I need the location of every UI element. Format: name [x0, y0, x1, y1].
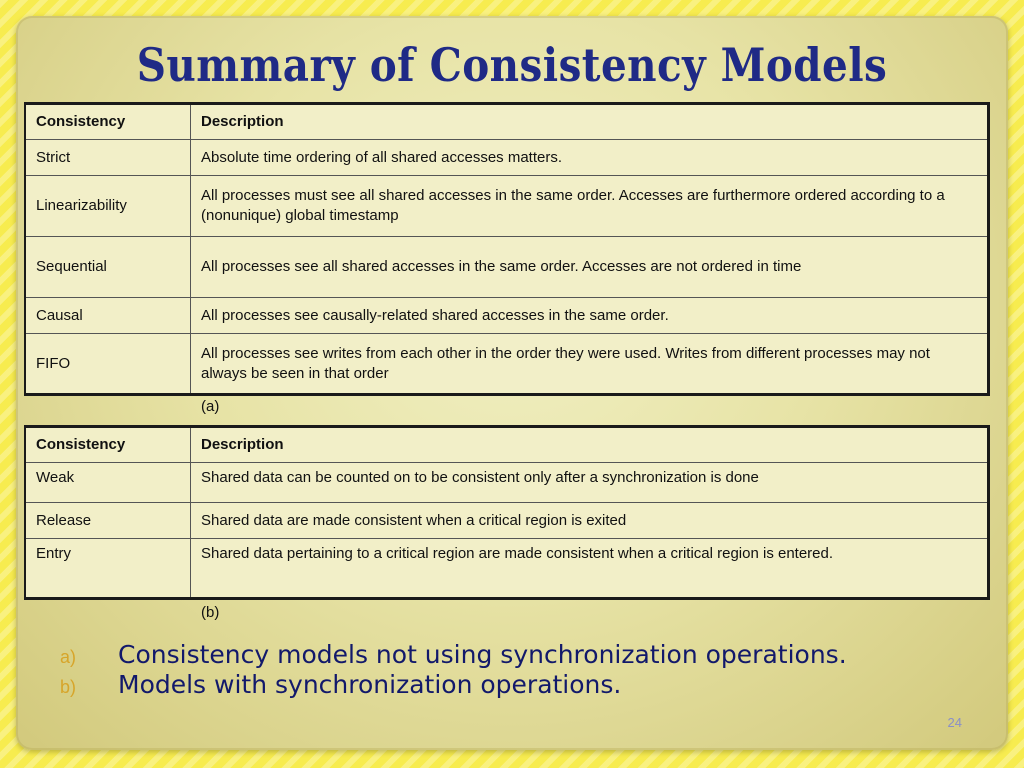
table-row [25, 140, 989, 176]
table-caption-b: (b) [201, 604, 220, 621]
table-row [25, 539, 989, 599]
consistency-table-a [24, 102, 990, 396]
model-description: All processes see causally-related shared accesses in the same order. [191, 298, 989, 334]
slide-title: Summary of Consistency Models [136, 38, 888, 92]
model-description: All processes must see all shared accesses in the same order. Accesses are furthermore ordered according to a (nonunique) global timestamp [191, 176, 989, 237]
model-name: Linearizability [25, 176, 191, 237]
model-description: Shared data are made consistent when a critical region is exited [191, 503, 989, 539]
slide [16, 16, 1008, 750]
model-description: All processes see writes from each other in the order they were used. Writes from different processes may not always be seen in that order [191, 334, 989, 395]
table-row [25, 334, 989, 395]
model-name: Strict [25, 140, 191, 176]
table-row [25, 463, 989, 503]
header-description: Description [191, 427, 989, 463]
header-consistency: Consistency [25, 427, 191, 463]
page-number: 24 [947, 715, 962, 730]
model-name: Weak [25, 463, 191, 503]
header-description: Description [191, 104, 989, 140]
model-description: Shared data pertaining to a critical region are made consistent when a critical region is entered. [191, 539, 989, 599]
table-row [25, 176, 989, 237]
model-name: Release [25, 503, 191, 539]
table-header-row [25, 427, 989, 463]
model-description: Absolute time ordering of all shared accesses matters. [191, 140, 989, 176]
table-row [25, 503, 989, 539]
bullet-item [60, 671, 847, 701]
model-name: Causal [25, 298, 191, 334]
header-consistency: Consistency [25, 104, 191, 140]
table-caption-a: (a) [201, 398, 220, 415]
bullet-marker: b) [60, 677, 77, 697]
table-row [25, 298, 989, 334]
bullet-text: Models with synchronization operations. [118, 670, 622, 699]
model-name: FIFO [25, 334, 191, 395]
bullet-marker: a) [60, 647, 77, 667]
model-name: Sequential [25, 237, 191, 298]
bullet-list [60, 641, 847, 701]
bullet-text: Consistency models not using synchronization operations. [118, 640, 847, 669]
table-row [25, 237, 989, 298]
model-description: All processes see all shared accesses in the same order. Accesses are not ordered in time [191, 237, 989, 298]
model-description: Shared data can be counted on to be consistent only after a synchronization is done [191, 463, 989, 503]
bullet-item [60, 641, 847, 671]
consistency-table-b [24, 425, 990, 600]
table-header-row [25, 104, 989, 140]
model-name: Entry [25, 539, 191, 599]
